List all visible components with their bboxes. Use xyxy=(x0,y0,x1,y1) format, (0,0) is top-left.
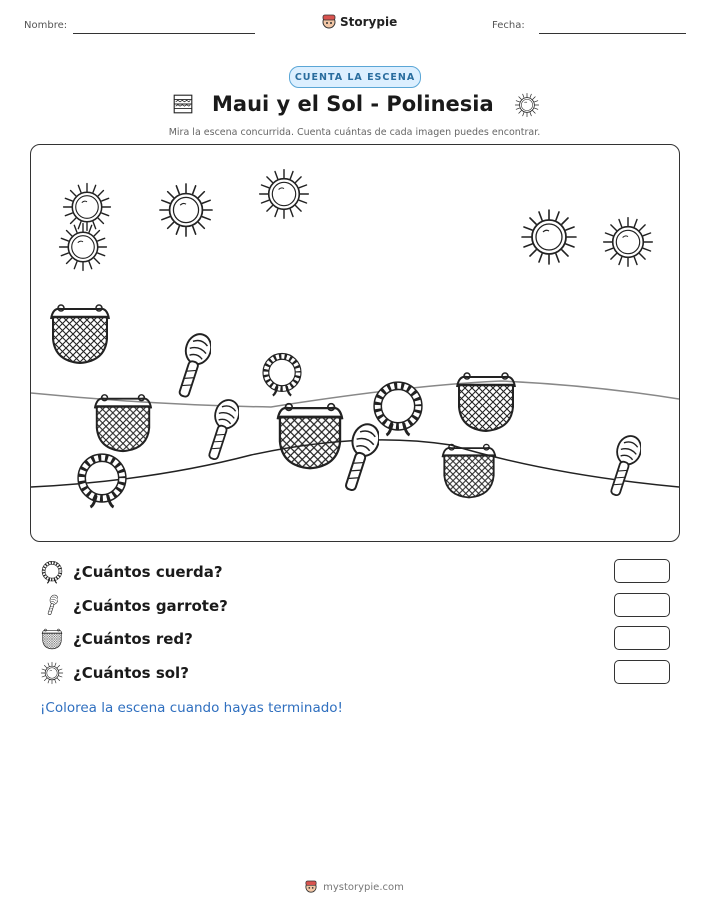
brand-name: Storypie xyxy=(340,15,398,29)
storypie-mascot-icon xyxy=(322,14,336,30)
page-title: Maui y el Sol - Polinesia xyxy=(212,92,494,116)
scene-sun xyxy=(64,184,111,231)
answer-box-sun[interactable] xyxy=(614,660,670,684)
date-field[interactable] xyxy=(539,33,686,34)
scene-net xyxy=(278,404,343,469)
scene-club xyxy=(604,433,645,498)
scene-net xyxy=(51,305,109,363)
scene-club xyxy=(171,331,214,400)
question-row-rope xyxy=(40,559,670,585)
name-field[interactable] xyxy=(73,33,255,34)
sun-icon xyxy=(40,661,64,685)
background-hill-line xyxy=(31,381,679,407)
question-row-sun xyxy=(40,660,670,686)
answer-box-net[interactable] xyxy=(614,626,670,650)
answer-box-club[interactable] xyxy=(614,593,670,617)
footer-url[interactable]: mystorypie.com xyxy=(323,881,404,893)
scene-rope xyxy=(378,386,419,435)
scene-net xyxy=(442,444,495,497)
storypie-mascot-icon xyxy=(305,880,317,894)
scene-illustration xyxy=(31,145,679,541)
name-label: Nombre: xyxy=(24,20,68,31)
question-label: ¿Cuántos sol? xyxy=(73,664,189,682)
coloring-note: ¡Colorea la escena cuando hayas terminado! xyxy=(40,700,343,716)
scene-sun xyxy=(160,184,212,236)
scene-sun xyxy=(260,170,309,219)
question-label: ¿Cuántos garrote? xyxy=(73,597,228,615)
scene-net xyxy=(95,395,151,451)
scene-rope xyxy=(266,356,298,395)
net-icon xyxy=(40,627,64,651)
club-icon xyxy=(40,594,64,618)
instructions: Mira la escena concurrida. Cuenta cuántas de cada imagen puedes encontrar. xyxy=(168,127,541,138)
brand-logo xyxy=(322,14,397,30)
date-label: Fecha: xyxy=(492,20,525,31)
scene-sun xyxy=(60,224,107,271)
question-label: ¿Cuántos red? xyxy=(73,630,193,648)
scene-panel xyxy=(30,144,680,542)
scene-sun xyxy=(522,210,576,264)
scene-club xyxy=(202,397,243,462)
question-row-club xyxy=(40,593,670,619)
question-label: ¿Cuántos cuerda? xyxy=(73,563,223,581)
footer xyxy=(0,880,709,894)
activity-badge: CUENTA LA ESCENA xyxy=(289,66,421,88)
question-row-net xyxy=(40,626,670,652)
answer-box-rope[interactable] xyxy=(614,559,670,583)
sun-icon xyxy=(514,92,540,118)
scene-club xyxy=(337,421,383,494)
rope-icon xyxy=(40,560,64,584)
tiki-pattern-icon xyxy=(172,93,194,115)
scene-sun xyxy=(604,218,653,267)
